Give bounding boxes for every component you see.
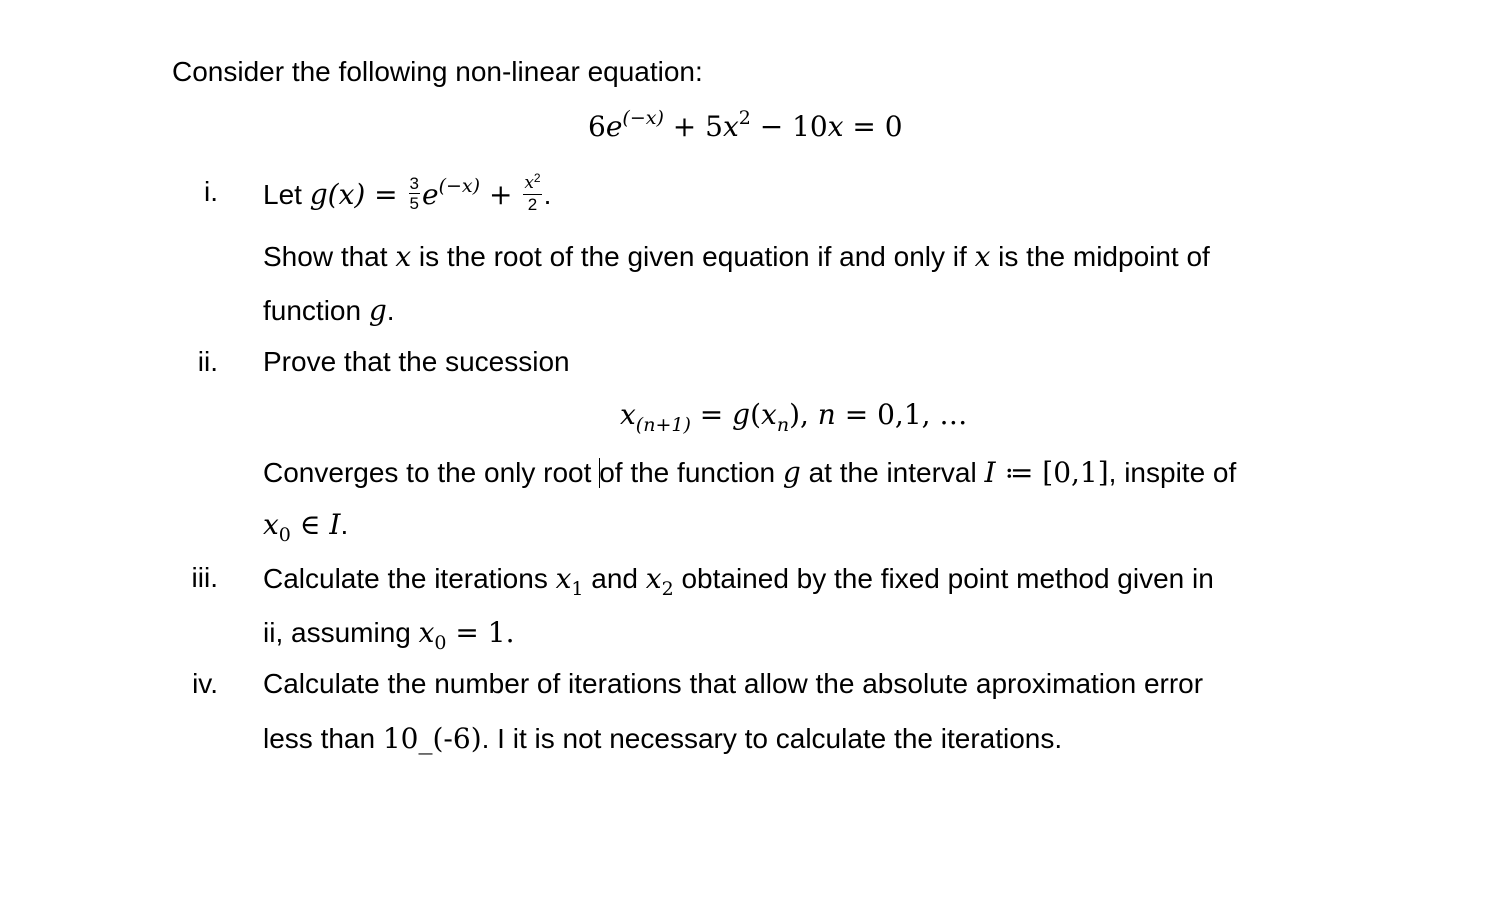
intro-text: Consider the following non-linear equation:: [172, 56, 703, 87]
item-iii-line2: ii, assuming $x_0 = 1$.: [263, 616, 515, 654]
item-ii-recurrence: $x_{(n+1)} = g(x_n)$, n = 0,1, …: [620, 398, 968, 436]
item-ii-line1: Prove that the sucession: [263, 346, 570, 377]
main-equation: $6e^{(-x)} + 5x^2 - 10x = 0$: [588, 107, 903, 143]
item-iv-line2: less than 10_(-6). I it is not necessary to calculate the iterations.: [263, 722, 1063, 755]
fraction-x-squared-half: $\frac{x^2}{2}$: [524, 171, 541, 214]
item-iii-marker: iii.: [191, 562, 218, 593]
item-i-line3: function g.: [263, 294, 395, 327]
item-iv-line1: Calculate the number of iterations that allow the absolute aproximation error: [263, 668, 1204, 699]
item-i-definition: Let g(x) = $\frac{3}{5}$ $e^{(-x)}$ + $\frac{x^2}{2}$ .: [263, 171, 552, 214]
item-ii-line3: $x_0$ ∈ I.: [263, 508, 349, 546]
item-ii-marker: ii.: [197, 346, 218, 377]
item-i-marker: i.: [204, 176, 218, 207]
item-ii-line2: Converges to the only root of the function g at the interval I ≔ [0,1], inspite of: [263, 456, 1237, 489]
fraction-three-fifths: $\frac{3}{5}$: [409, 174, 420, 213]
item-iii-line1: Calculate the iterations $x_1$ and $x_2$ obtained by the fixed point method given in: [263, 562, 1214, 600]
item-iv-marker: iv.: [192, 668, 218, 699]
item-i-line2: Show that x is the root of the given equation if and only if x is the midpoint of: [263, 240, 1210, 273]
